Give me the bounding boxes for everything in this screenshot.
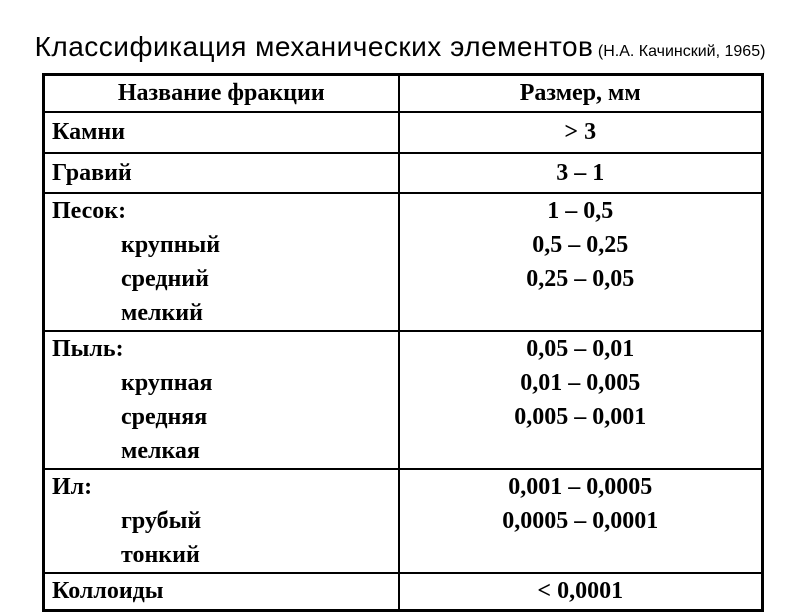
fraction-subitem: грубый [121, 507, 202, 534]
size-cell [399, 573, 763, 611]
size-value: 0,005 – 0,001 [514, 403, 647, 430]
size-cell [399, 112, 763, 153]
table-row-silt-dust [44, 331, 763, 469]
fraction-name: Камни [52, 119, 126, 145]
fraction-subitem: крупная [121, 369, 213, 396]
fraction-subitem: мелкий [121, 299, 203, 326]
table-header-row [44, 75, 763, 112]
fraction-subitem: крупный [121, 231, 221, 258]
table-row-colloids [44, 573, 763, 611]
size-value: 3 – 1 [556, 159, 605, 186]
size-value: 0,5 – 0,25 [532, 231, 629, 258]
fraction-subitem: средняя [121, 403, 208, 430]
fraction-table [42, 73, 764, 612]
size-value: 0,25 – 0,05 [526, 265, 635, 292]
fraction-name: Песок: [52, 197, 127, 224]
size-value: 0,01 – 0,005 [520, 369, 641, 396]
column-header-size: Размер, мм [399, 75, 763, 112]
fraction-name-cell [44, 331, 399, 469]
size-value: > 3 [564, 119, 597, 145]
fraction-name: Ил: [52, 473, 93, 500]
size-cell [399, 153, 763, 193]
size-cell [399, 469, 763, 573]
table-row-sand [44, 193, 763, 331]
fraction-name-cell [44, 112, 399, 153]
fraction-name: Гравий [52, 159, 132, 186]
fraction-name: Коллоиды [52, 578, 164, 605]
page-title [0, 31, 800, 63]
fraction-name-cell [44, 573, 399, 611]
page-title-note: (Н.А. Качинский, 1965) [597, 43, 766, 60]
fraction-subitem: мелкая [121, 437, 200, 464]
size-value: 1 – 0,5 [547, 197, 614, 224]
table-row-clay-mud [44, 469, 763, 573]
fraction-name-cell [44, 193, 399, 331]
fraction-subitem: средний [121, 265, 209, 292]
fraction-name-cell [44, 153, 399, 193]
fraction-name: Пыль: [52, 335, 124, 362]
size-value: < 0,0001 [537, 578, 624, 605]
fraction-subitem: тонкий [121, 541, 200, 568]
size-cell [399, 331, 763, 469]
size-value: 0,0005 – 0,0001 [502, 507, 659, 534]
size-value: 0,05 – 0,01 [526, 335, 635, 362]
table-row-stones [44, 112, 763, 153]
page-title-text: Классификация механических элементов [34, 31, 594, 62]
column-header-fraction: Название фракции [44, 75, 399, 112]
size-value: 0,001 – 0,0005 [508, 473, 653, 500]
size-cell [399, 193, 763, 331]
fraction-name-cell [44, 469, 399, 573]
table-row-gravel [44, 153, 763, 193]
